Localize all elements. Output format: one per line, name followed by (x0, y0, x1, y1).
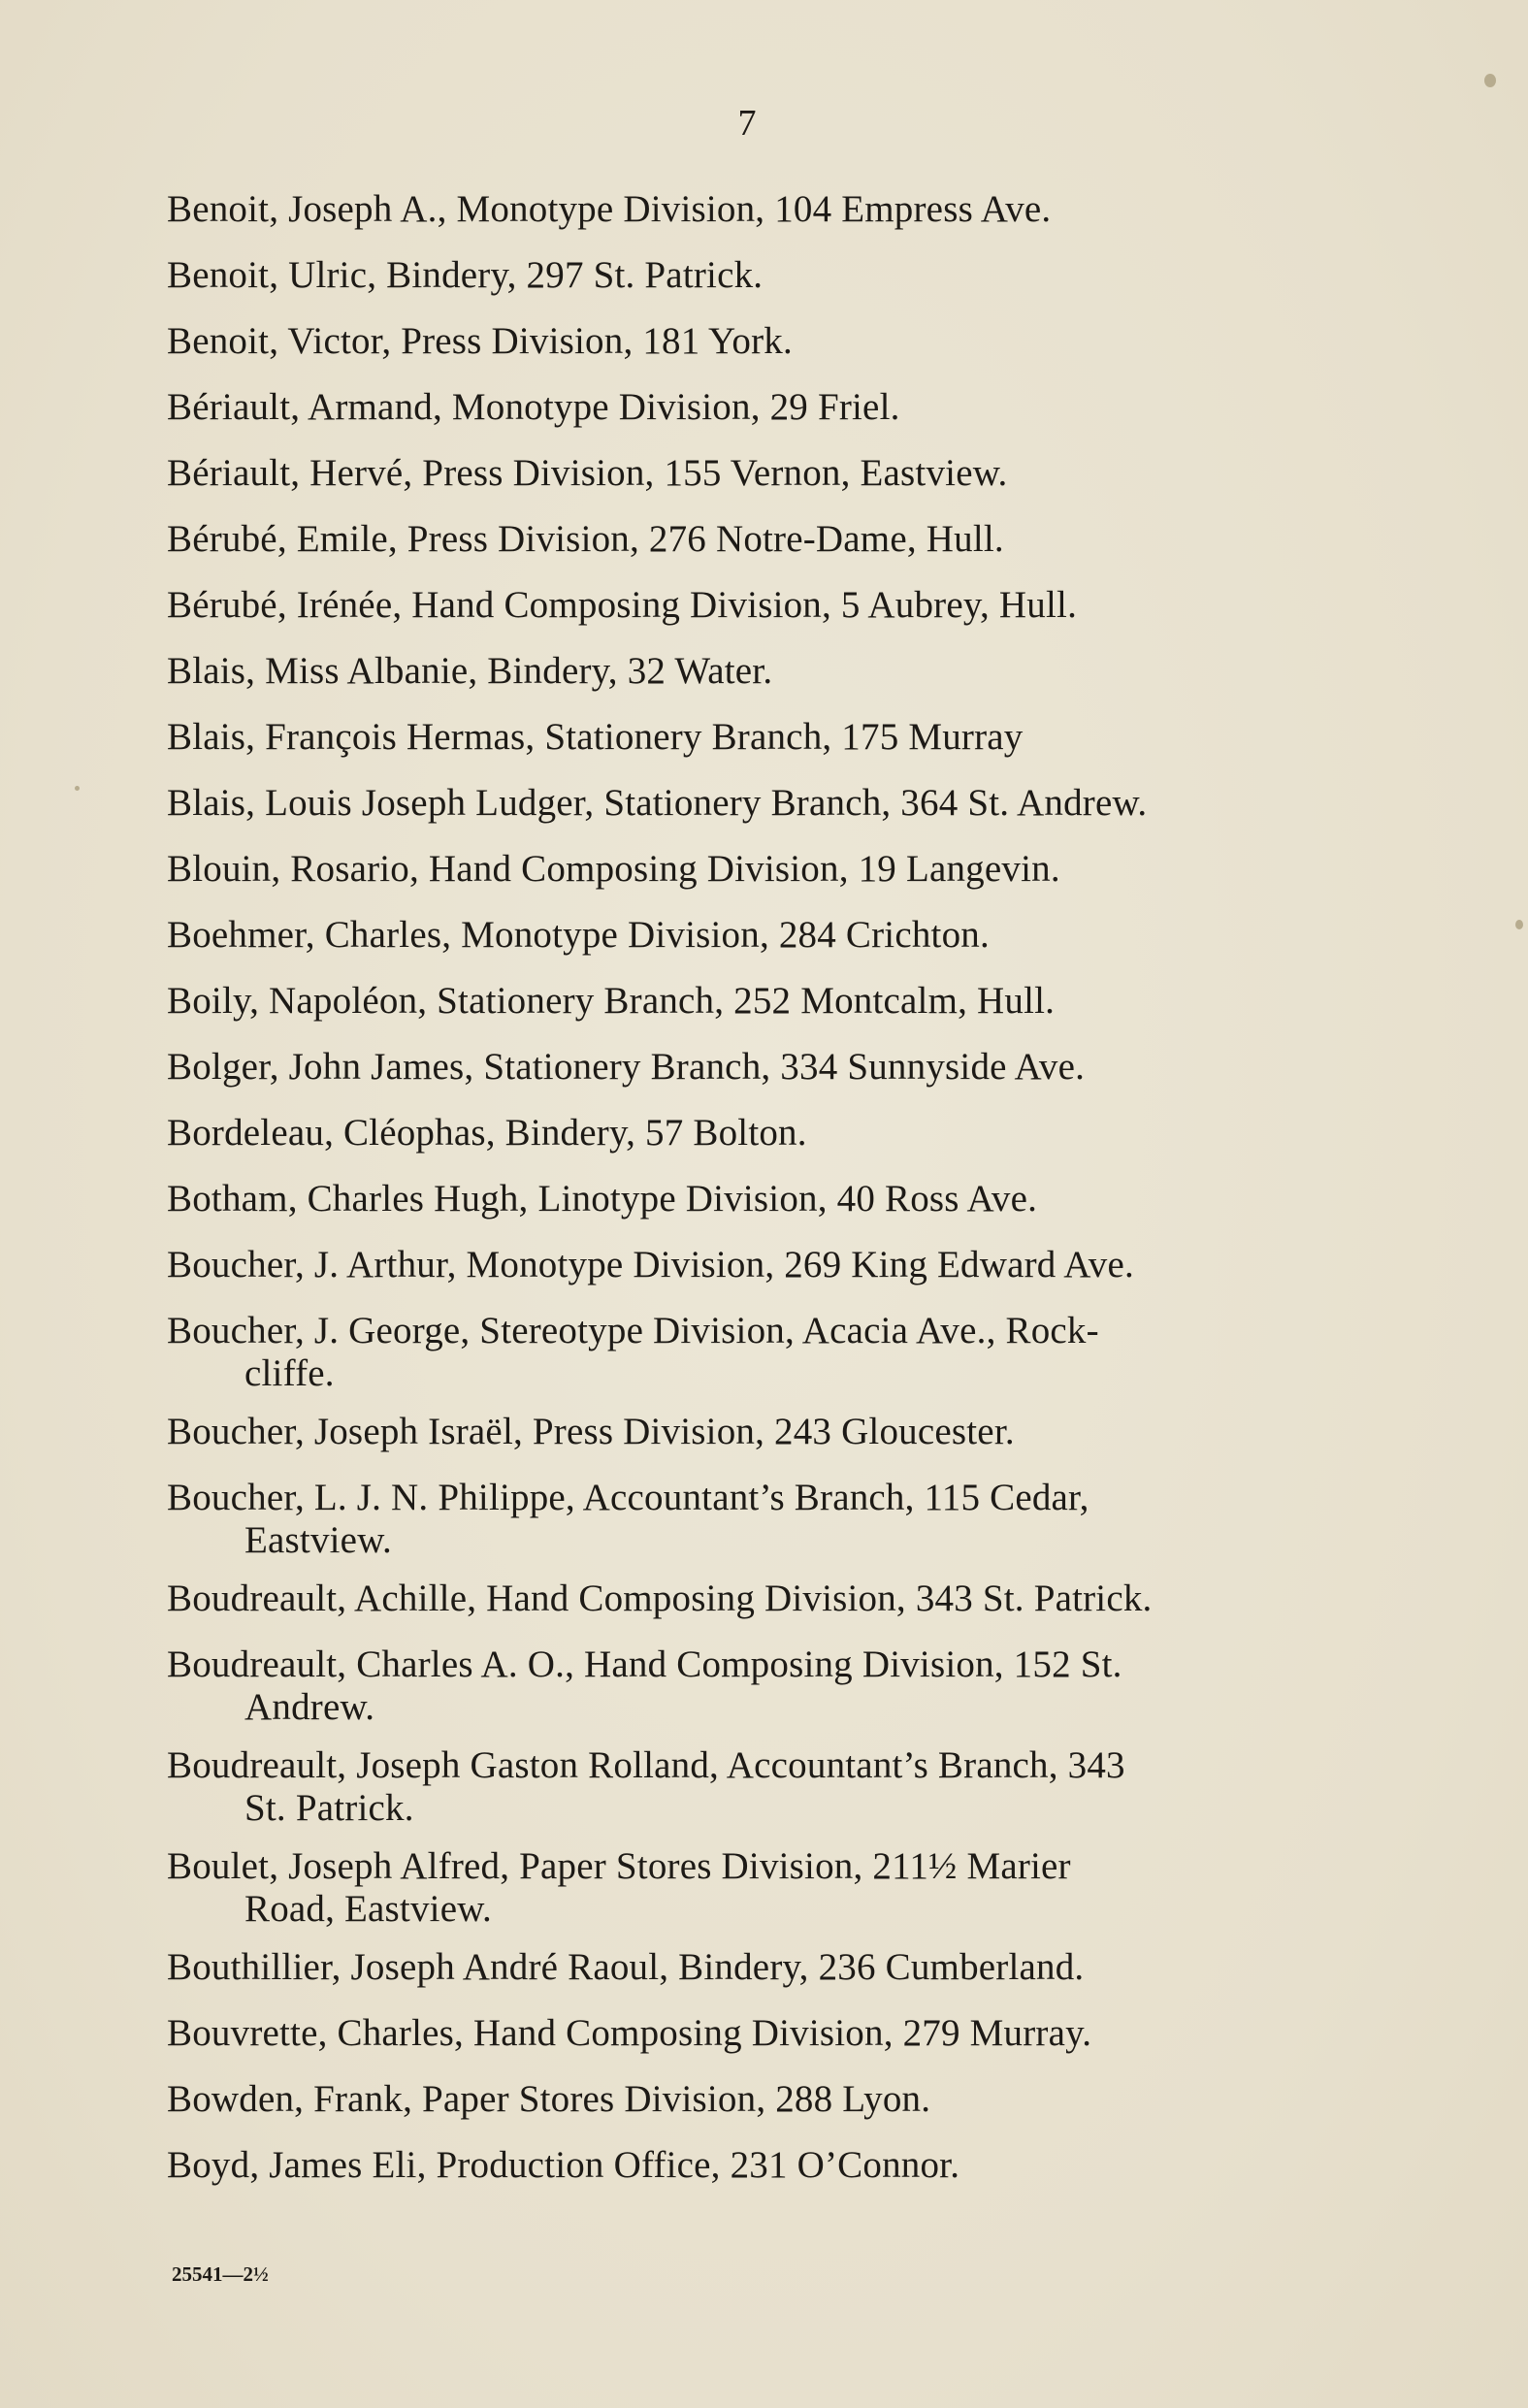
entry-text: Blais, Louis Joseph Ludger, Stationery Branch, 364 St. Andrew. (167, 782, 1148, 824)
page-number: 7 (737, 103, 757, 144)
directory-entry (167, 1312, 1331, 1393)
entry-text: Bordeleau, Cléophas, Bindery, 57 Bolton. (167, 1112, 807, 1154)
directory-entry (167, 256, 1331, 295)
entry-continuation: Andrew. (244, 1686, 375, 1728)
entry-text: Benoit, Joseph A., Monotype Division, 104 Empress Ave. (167, 188, 1052, 230)
entry-text: Boucher, J. Arthur, Monotype Division, 269 King Edward Ave. (167, 1244, 1134, 1285)
directory-entry (167, 784, 1331, 823)
directory-entry (167, 1948, 1331, 1987)
directory-entry (167, 1048, 1331, 1087)
directory-entry (167, 190, 1331, 229)
directory-entry (167, 850, 1331, 889)
directory-entry (167, 1180, 1331, 1219)
paper-speck (75, 786, 80, 791)
entry-text: Bérubé, Irénée, Hand Composing Division, 5 Aubrey, Hull. (167, 584, 1078, 626)
entry-continuation: St. Patrick. (244, 1787, 414, 1829)
paper-speck (1515, 920, 1523, 929)
entry-text: Boudreault, Joseph Gaston Rolland, Accountant’s Branch, 343 (167, 1744, 1125, 1786)
directory-entry (167, 454, 1331, 493)
directory-entry (167, 1413, 1331, 1451)
directory-entry (167, 1645, 1331, 1727)
paper-speck (1484, 74, 1496, 87)
entry-text: Blouin, Rosario, Hand Composing Division, 19 Langevin. (167, 848, 1060, 890)
entry-text: Bouvrette, Charles, Hand Composing Division, 279 Murray. (167, 2012, 1092, 2054)
entry-text: Bériault, Hervé, Press Division, 155 Vernon, Eastview. (167, 452, 1008, 494)
entry-text: Boucher, J. George, Stereotype Division, Acacia Ave., Rock- (167, 1310, 1099, 1351)
directory-entry (167, 520, 1331, 559)
directory-entry (167, 652, 1331, 691)
entry-text: Boulet, Joseph Alfred, Paper Stores Division, 211½ Marier (167, 1845, 1071, 1887)
entry-continuation: Eastview. (244, 1519, 392, 1561)
directory-entry (167, 1479, 1331, 1560)
entry-text: Boyd, James Eli, Production Office, 231 O’Connor. (167, 2144, 960, 2186)
entry-text: Bowden, Frank, Paper Stores Division, 288 Lyon. (167, 2078, 931, 2120)
entry-continuation: Road, Eastview. (244, 1888, 492, 1930)
entry-continuation: cliffe. (244, 1352, 335, 1394)
directory-entry (167, 982, 1331, 1021)
entry-text: Bérubé, Emile, Press Division, 276 Notre-Dame, Hull. (167, 518, 1004, 560)
directory-entry (167, 586, 1331, 625)
directory-entry (167, 1246, 1331, 1285)
directory-entry (167, 388, 1331, 427)
directory-entry (167, 322, 1331, 361)
entry-text: Bolger, John James, Stationery Branch, 334 Sunnyside Ave. (167, 1046, 1086, 1088)
directory-entry (167, 1114, 1331, 1153)
directory-entry (167, 1847, 1331, 1929)
directory-entry (167, 1746, 1331, 1828)
entry-text: Boucher, L. J. N. Philippe, Accountant’s Branch, 115 Cedar, (167, 1477, 1089, 1518)
entry-text: Boudreault, Achille, Hand Composing Division, 343 St. Patrick. (167, 1578, 1153, 1619)
entry-text: Blais, François Hermas, Stationery Branch, 175 Murray (167, 716, 1024, 758)
directory-entry (167, 1579, 1331, 1618)
entry-text: Botham, Charles Hugh, Linotype Division, 40 Ross Ave. (167, 1178, 1038, 1220)
entry-text: Boily, Napoléon, Stationery Branch, 252 Montcalm, Hull. (167, 980, 1056, 1022)
entry-text: Boucher, Joseph Israël, Press Division, 243 Gloucester. (167, 1411, 1015, 1452)
directory-entry (167, 718, 1331, 757)
entry-text: Benoit, Victor, Press Division, 181 York. (167, 320, 793, 362)
entry-text: Blais, Miss Albanie, Bindery, 32 Water. (167, 650, 773, 692)
directory-entry (167, 2080, 1331, 2119)
directory-entry (167, 2146, 1331, 2185)
entry-text: Boehmer, Charles, Monotype Division, 284 Crichton. (167, 914, 990, 956)
entry-text: Boudreault, Charles A. O., Hand Composing Division, 152 St. (167, 1643, 1122, 1685)
directory-entry (167, 916, 1331, 955)
entry-text: Bériault, Armand, Monotype Division, 29 Friel. (167, 386, 900, 428)
printer-code: 25541—2½ (172, 2262, 269, 2286)
entry-text: Benoit, Ulric, Bindery, 297 St. Patrick. (167, 254, 764, 296)
directory-entry (167, 2014, 1331, 2053)
entry-text: Bouthillier, Joseph André Raoul, Bindery, 236 Cumberland. (167, 1946, 1085, 1988)
